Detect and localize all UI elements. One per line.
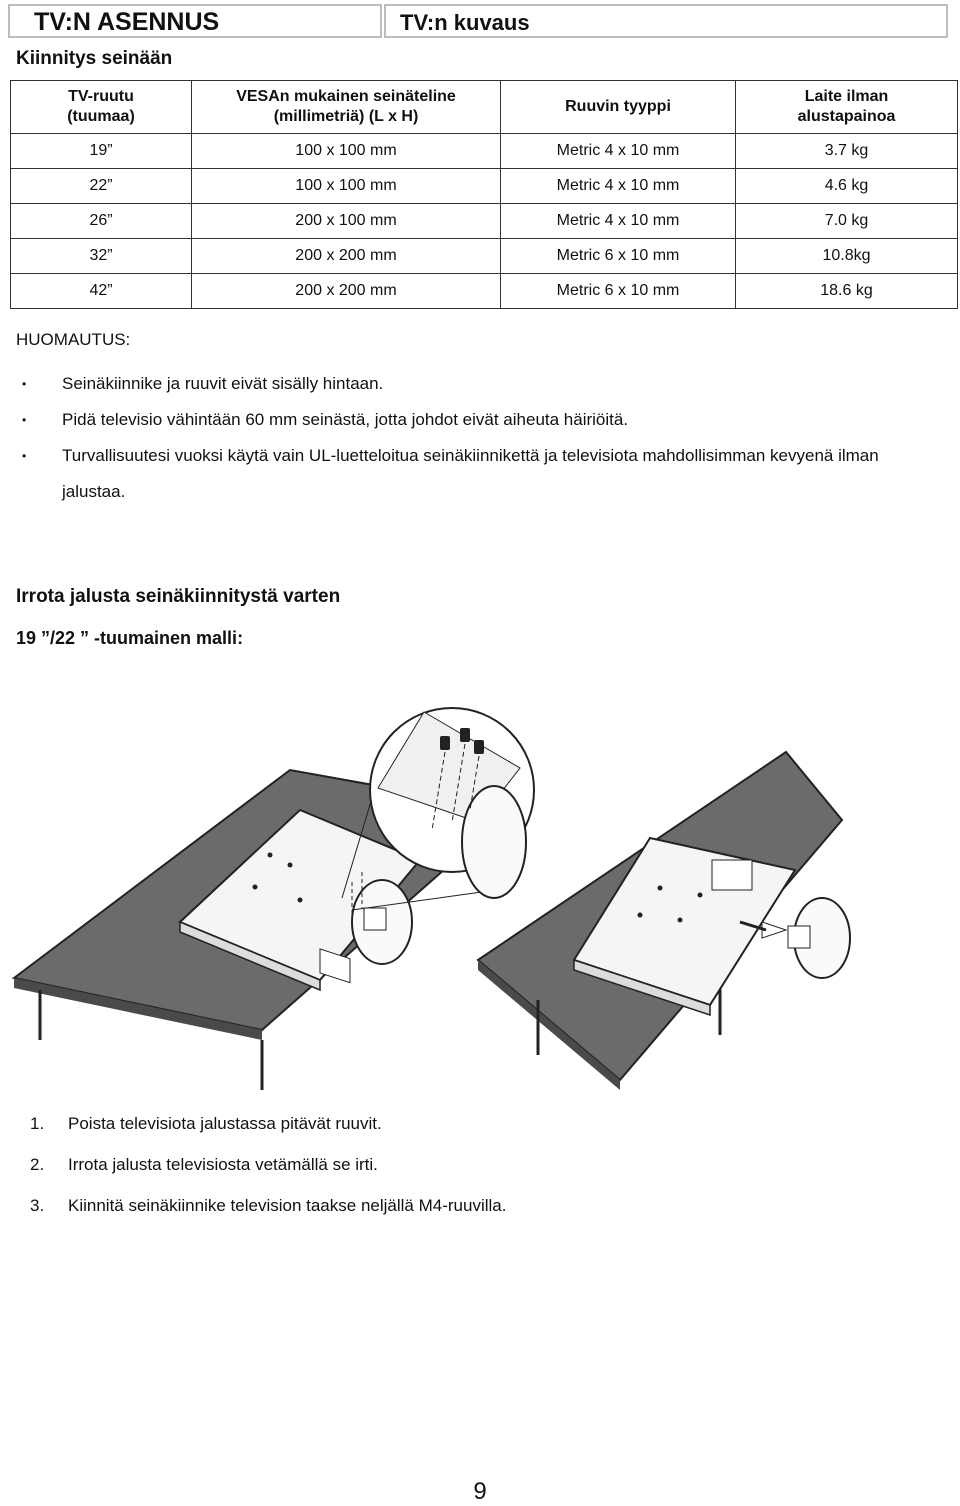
table-cell: 3.7 kg <box>736 134 958 169</box>
table-header-row <box>11 81 958 134</box>
table-row <box>11 134 958 169</box>
table-cell: 4.6 kg <box>736 169 958 204</box>
col-header-line: alustapainoa <box>797 108 896 125</box>
note-item: • Turvallisuutesi vuoksi käytä vain UL-luetteloitua seinäkiinnikettä ja televisiota mahdollisimman kevyenä ilman jalustaa. <box>20 438 940 510</box>
remove-stand-title: Irrota jalusta seinäkiinnitystä varten <box>16 586 341 607</box>
table-cell: 7.0 kg <box>736 204 958 239</box>
table-cell: 26” <box>11 204 192 239</box>
notes-list <box>20 366 940 510</box>
table-cell: 32” <box>11 239 192 274</box>
page-section-title: TV:N ASENNUS <box>34 8 220 36</box>
page-subsection-title: TV:n kuvaus <box>400 10 530 35</box>
table-cell: 200 x 200 mm <box>192 239 501 274</box>
wall-mount-title: Kiinnitys seinään <box>16 48 173 69</box>
bullet-icon: • <box>22 449 27 463</box>
step-item: 3. Kiinnitä seinäkiinnike television taakse neljällä M4-ruuvilla. <box>30 1196 507 1215</box>
col-header-screen <box>11 81 192 134</box>
col-header-screw <box>501 81 736 134</box>
table-cell: Metric 4 x 10 mm <box>501 134 736 169</box>
table-cell: 19” <box>11 134 192 169</box>
page-number: 9 <box>473 1478 487 1505</box>
col-header-line: TV-ruutu <box>68 88 134 105</box>
bullet-icon: • <box>22 377 27 391</box>
wall-mount-table <box>10 80 958 309</box>
table-cell: 42” <box>11 274 192 309</box>
table-cell: Metric 4 x 10 mm <box>501 204 736 239</box>
notes-label: HUOMAUTUS: <box>16 330 131 349</box>
table-cell: 10.8kg <box>736 239 958 274</box>
note-item: • Pidä televisio vähintään 60 mm seinästä, jotta johdot eivät aiheuta häiriöitä. <box>20 402 940 438</box>
table-cell: 100 x 100 mm <box>192 169 501 204</box>
table-cell: 200 x 100 mm <box>192 204 501 239</box>
table-row <box>11 204 958 239</box>
note-item: • Seinäkiinnike ja ruuvit eivät sisälly hintaan. <box>20 366 940 402</box>
header-right-box <box>384 4 948 38</box>
col-header-line: VESAn mukainen seinäteline <box>236 88 456 105</box>
header-left-box <box>8 4 382 38</box>
table-cell: Metric 6 x 10 mm <box>501 239 736 274</box>
step-item: 1. Poista televisiota jalustassa pitävät ruuvit. <box>30 1114 382 1133</box>
step-item: 2. Irrota jalusta televisiosta vetämällä se irti. <box>30 1155 378 1174</box>
col-header-line: (millimetriä) (L x H) <box>273 108 419 125</box>
col-header-weight <box>736 81 958 134</box>
col-header-line: Ruuvin tyyppi <box>565 98 671 115</box>
col-header-line: (tuumaa) <box>67 108 135 125</box>
col-header-vesa <box>192 81 501 134</box>
table-cell: Metric 4 x 10 mm <box>501 169 736 204</box>
col-header-line: Laite ilman <box>804 88 889 105</box>
table-cell: 18.6 kg <box>736 274 958 309</box>
stand-removal-illustration <box>0 660 960 1100</box>
model-subtitle: 19 ”/22 ” -tuumainen malli: <box>16 628 244 648</box>
bullet-icon: • <box>22 413 27 427</box>
table-cell: 22” <box>11 169 192 204</box>
table-row <box>11 169 958 204</box>
table-row <box>11 239 958 274</box>
table-row <box>11 274 958 309</box>
table-cell: 200 x 200 mm <box>192 274 501 309</box>
table-cell: 100 x 100 mm <box>192 134 501 169</box>
table-cell: Metric 6 x 10 mm <box>501 274 736 309</box>
steps-list <box>30 1114 506 1237</box>
